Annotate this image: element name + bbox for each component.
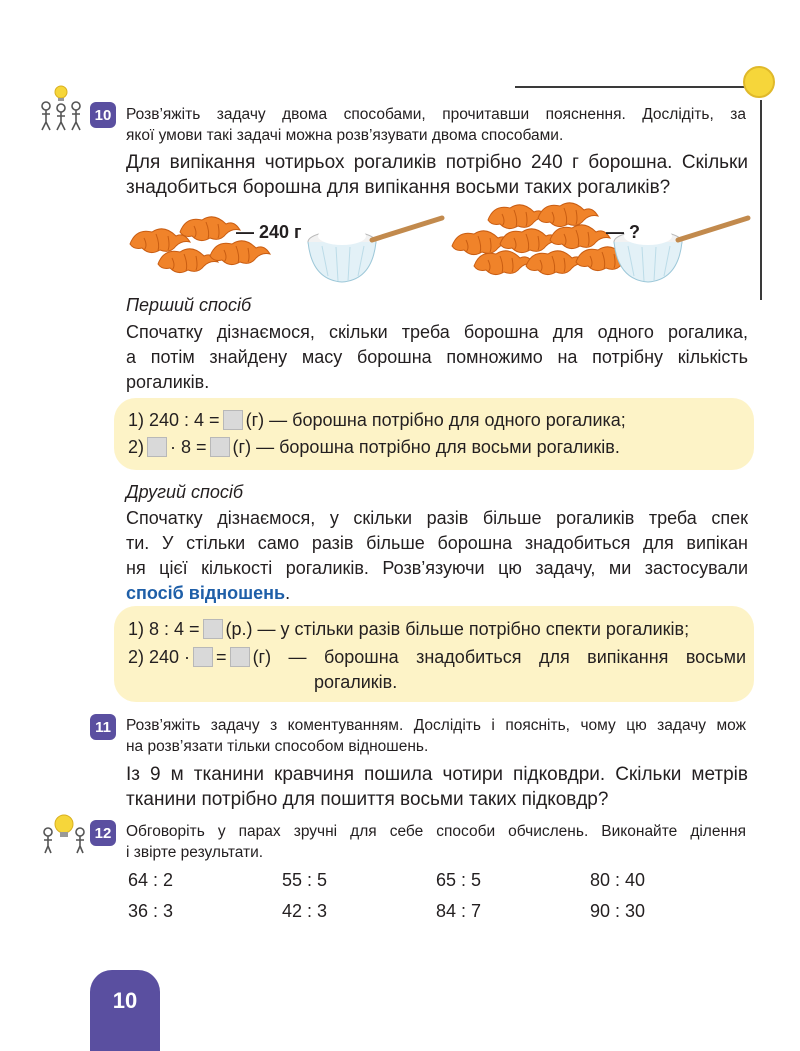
method2-text-line2: ти. У стільки само разів більше борошна знадобиться для випікан xyxy=(126,533,748,553)
method2-text-line4-end: . xyxy=(285,583,291,603)
method2-text-line3: ня цієї кількості рогаликів. Розв’язуючи цю задачу, ми застосували xyxy=(126,558,748,578)
group-work-icon xyxy=(34,84,88,134)
decor-line-horizontal xyxy=(515,86,760,88)
answer-blank[interactable] xyxy=(203,619,223,639)
method1-step1-suffix: (г) — борошна потрібно для одного рогалика; xyxy=(245,410,626,430)
method2-step2-mid: = xyxy=(216,647,227,667)
method1-text-line2: а потім знайдену масу борошна помножимо на потрібну кількість xyxy=(126,347,748,367)
method1-step1-prefix: 1) 240 : 4 = xyxy=(128,410,220,430)
calc-item: 64 : 2 xyxy=(128,870,174,890)
task11-problem-line1: Із 9 м тканини кравчиня пошила чотири підковдри. Скільки метрів xyxy=(126,764,748,785)
method2-step1-suffix: (р.) — у стільки разів більше потрібно спекти рогаликів; xyxy=(225,619,690,639)
answer-blank[interactable] xyxy=(223,410,243,430)
task10-instruction-line2: якої умови такі задачі можна розв’язувати двома способами. xyxy=(126,127,564,144)
task10-problem-line2: знадобиться борошна для випікання восьми таких рогаликів? xyxy=(126,177,671,198)
mass-label-left: — 240 г xyxy=(236,222,302,242)
task10-instruction-line1: Розв’яжіть задачу двома способами, прочитавши пояснення. Дослідіть, за xyxy=(126,106,746,123)
task11-instruction-line1: Розв’яжіть задачу з коментуванням. Дослідіть і поясніть, чому цю задачу мож xyxy=(126,717,746,734)
page-number: 10 xyxy=(90,970,160,1051)
method-of-ratios-term: спосіб відношень xyxy=(126,583,286,603)
task-number-badge: 10 xyxy=(90,102,116,128)
method2-solution-box xyxy=(114,606,754,702)
answer-blank[interactable] xyxy=(193,647,213,667)
method1-text-line1: Спочатку дізнаємося, скільки треба борошна для одного рогалика, xyxy=(126,322,748,342)
task-number-badge: 11 xyxy=(90,714,116,740)
method2-step2-suffix: (г) — борошна знадобиться для випікання восьми xyxy=(252,647,746,667)
calc-item: 80 : 40 xyxy=(590,870,646,890)
method2-step2-continuation: рогаликів. xyxy=(314,672,398,692)
method2-title: Другий спосіб xyxy=(126,482,244,502)
croissant-illustration xyxy=(120,200,760,300)
calc-item: 36 : 3 xyxy=(128,901,174,921)
answer-blank[interactable] xyxy=(210,437,230,457)
decor-line-vertical xyxy=(760,100,762,300)
method1-step2-prefix: 2) xyxy=(128,437,145,457)
method1-text-line3: рогаликів. xyxy=(126,372,210,392)
calc-item: 42 : 3 xyxy=(282,901,328,921)
task12-instruction-line2: і звірте результати. xyxy=(126,844,264,861)
answer-blank[interactable] xyxy=(230,647,250,667)
method2-step1-prefix: 1) 8 : 4 = xyxy=(128,619,200,639)
task12-instruction-line1: Обговоріть у парах зручні для себе способи обчислень. Виконайте ділення xyxy=(126,823,746,840)
mass-label-right: — ? xyxy=(606,222,640,242)
task11-instruction-line2: на розв’язати тільки способом відношень. xyxy=(126,738,429,755)
method1-title: Перший спосіб xyxy=(126,295,252,315)
method2-text-line4 xyxy=(126,581,748,606)
calc-item: 90 : 30 xyxy=(590,901,646,921)
method2-text-line1: Спочатку дізнаємося, у скільки разів більше рогаликів треба спек xyxy=(126,508,748,528)
calc-item: 55 : 5 xyxy=(282,870,328,890)
task-number-badge: 12 xyxy=(90,820,116,846)
task11-problem-line2: тканини потрібно для пошиття восьми таких підковдр? xyxy=(126,789,609,810)
calc-item: 84 : 7 xyxy=(436,901,482,921)
method1-step2-suffix: (г) — борошна потрібно для восьми рогаликів. xyxy=(232,437,620,457)
method1-solution-box xyxy=(114,398,754,470)
answer-blank[interactable] xyxy=(147,437,167,457)
sun-icon xyxy=(743,66,775,98)
method2-step2-prefix: 2) 240 · xyxy=(128,647,191,667)
task10-problem-line1: Для випікання чотирьох рогаликів потрібно 240 г борошна. Скільки xyxy=(126,152,748,173)
lightbulb-pair-icon xyxy=(40,812,88,856)
calc-item: 65 : 5 xyxy=(436,870,482,890)
method1-step2-mid: · 8 = xyxy=(170,437,207,457)
